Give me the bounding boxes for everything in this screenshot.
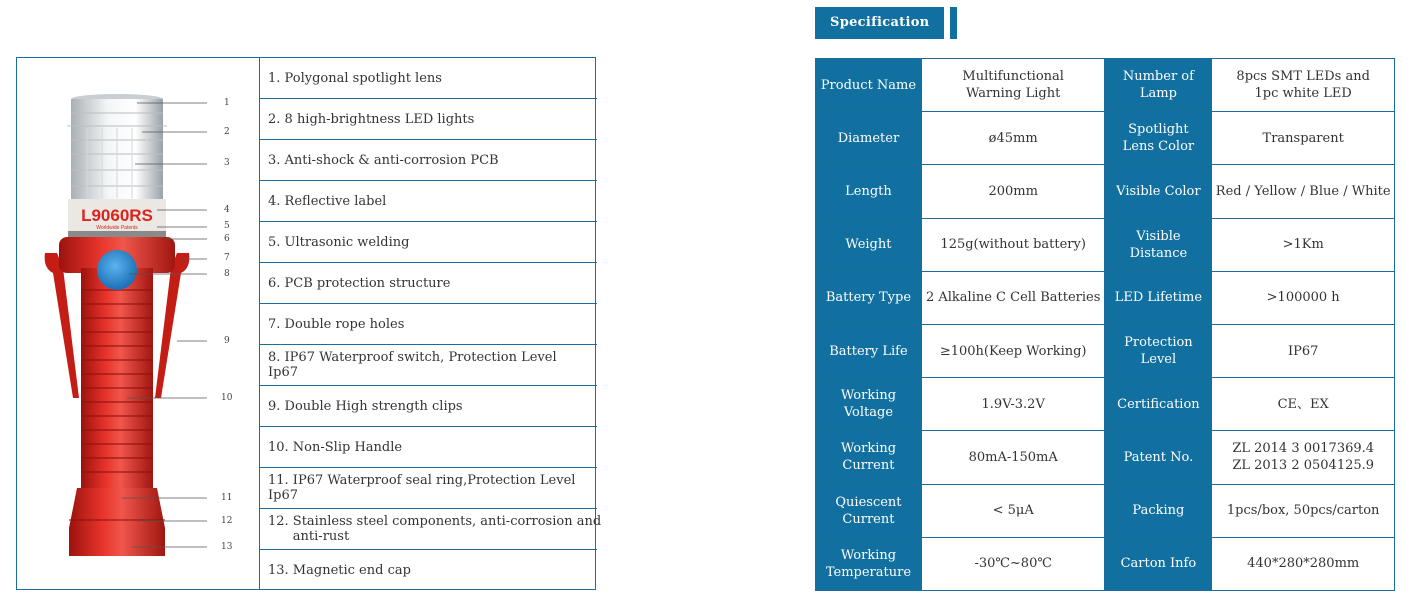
- spec-label-cell: Diameter: [816, 112, 922, 165]
- feature-item: 12. Stainless steel components, anti-corrosion and anti-rust: [260, 509, 597, 550]
- spec-value-cell: 1.9V-3.2V: [921, 378, 1105, 431]
- spec-value-cell: ≥100h(Keep Working): [921, 324, 1105, 377]
- spec-row: [816, 378, 1395, 431]
- feature-item: 5. Ultrasonic welding: [260, 222, 597, 263]
- spec-label-cell: Battery Life: [816, 324, 922, 377]
- spec-value-cell: < 5μA: [921, 484, 1105, 537]
- spec-row: [816, 165, 1395, 218]
- specification-header: [815, 7, 957, 39]
- spec-value-cell: >1Km: [1212, 218, 1395, 271]
- feature-item: 13. Magnetic end cap: [268, 563, 411, 578]
- spec-label-cell: Working Current: [816, 431, 922, 484]
- callout-number: 10: [221, 393, 233, 403]
- feature-list: [259, 58, 602, 589]
- feature-item: 7. Double rope holes: [260, 304, 597, 345]
- feature-item: 8. IP67 Waterproof switch, Protection Level Ip67: [260, 345, 597, 386]
- feature-item: 11. IP67 Waterproof seal ring,Protection Level Ip67: [260, 468, 597, 509]
- spec-label-cell: Number of Lamp: [1105, 59, 1212, 112]
- spec-label-cell: Weight: [816, 218, 922, 271]
- callout-number: 4: [224, 205, 230, 215]
- spec-row: [816, 431, 1395, 484]
- spec-value-cell: 8pcs SMT LEDs and 1pc white LED: [1212, 59, 1395, 112]
- spec-label-cell: Length: [816, 165, 922, 218]
- waterproof-switch-shape: [97, 250, 137, 290]
- spec-value-cell: 1pcs/box, 50pcs/carton: [1212, 484, 1395, 537]
- callout-number: 6: [224, 234, 230, 244]
- spec-label-cell: Carton Info: [1105, 537, 1212, 590]
- spec-value-cell: >100000 h: [1212, 271, 1395, 324]
- spec-value-cell: -30℃~80℃: [921, 537, 1105, 590]
- warning-light-illustration: [17, 58, 259, 589]
- left-clip-shape: [45, 253, 79, 398]
- spec-value-cell: 2 Alkaline C Cell Batteries: [921, 271, 1105, 324]
- spec-label-cell: Working Voltage: [816, 378, 922, 431]
- callout-number: 5: [224, 221, 230, 231]
- callout-number: 7: [224, 253, 230, 263]
- spec-value-cell: Red / Yellow / Blue / White: [1212, 165, 1395, 218]
- right-clip-shape: [155, 253, 189, 398]
- spec-label-cell: Visible Color: [1105, 165, 1212, 218]
- spec-label-cell: Battery Type: [816, 271, 922, 324]
- spec-value-cell: CE、EX: [1212, 378, 1395, 431]
- feature-item: 9. Double High strength clips: [260, 386, 597, 427]
- spec-row: [816, 271, 1395, 324]
- specification-table: [815, 58, 1395, 591]
- spec-row: [816, 537, 1395, 590]
- product-model-label: L9060RS: [81, 206, 153, 225]
- callout-number: 3: [224, 158, 230, 168]
- callout-number: 12: [221, 516, 233, 526]
- callout-number: 11: [221, 493, 233, 503]
- feature-item: 2. 8 high-brightness LED lights: [260, 99, 597, 140]
- callout-number: 13: [221, 542, 233, 552]
- spec-label-cell: Patent No.: [1105, 431, 1212, 484]
- spec-label-cell: Spotlight Lens Color: [1105, 112, 1212, 165]
- product-illustration-area: [17, 58, 259, 589]
- spec-value-cell: Transparent: [1212, 112, 1395, 165]
- spec-value-cell: 80mA-150mA: [921, 431, 1105, 484]
- spec-label-cell: Packing: [1105, 484, 1212, 537]
- feature-item: 10. Non-Slip Handle: [260, 427, 597, 468]
- spec-row: [816, 324, 1395, 377]
- feature-item: 6. PCB protection structure: [260, 263, 597, 304]
- spec-value-cell: ZL 2014 3 0017369.4 ZL 2013 2 0504125.9: [1212, 431, 1395, 484]
- spec-value-cell: 200mm: [921, 165, 1105, 218]
- feature-item: 3. Anti-shock & anti-corrosion PCB: [260, 140, 597, 181]
- feature-item: 1. Polygonal spotlight lens: [260, 58, 597, 99]
- specification-title: Specification: [815, 7, 944, 39]
- spec-value-cell: 440*280*280mm: [1212, 537, 1395, 590]
- spec-value-cell: ø45mm: [921, 112, 1105, 165]
- spec-label-cell: LED Lifetime: [1105, 271, 1212, 324]
- spec-label-cell: Quiescent Current: [816, 484, 922, 537]
- spec-label-cell: Protection Level: [1105, 324, 1212, 377]
- spec-label-cell: Product Name: [816, 59, 922, 112]
- spec-value-cell: IP67: [1212, 324, 1395, 377]
- callout-number: 9: [224, 336, 230, 346]
- spec-row: [816, 59, 1395, 112]
- spec-label-cell: Working Temperature: [816, 537, 922, 590]
- product-patent-label: Worldwide Patents: [96, 225, 138, 231]
- handle-shape: [81, 268, 153, 488]
- spec-row: [816, 484, 1395, 537]
- callout-number: 8: [224, 269, 230, 279]
- spec-label-cell: Visible Distance: [1105, 218, 1212, 271]
- spec-label-cell: Certification: [1105, 378, 1212, 431]
- spec-value-cell: 125g(without battery): [921, 218, 1105, 271]
- features-panel: [16, 57, 602, 590]
- header-accent-bar: [950, 7, 957, 39]
- spec-value-cell: Multifunctional Warning Light: [921, 59, 1105, 112]
- feature-item: 4. Reflective label: [260, 181, 597, 222]
- spec-row: [816, 112, 1395, 165]
- spec-row: [816, 218, 1395, 271]
- callout-number: 1: [224, 98, 230, 108]
- callout-number: 2: [224, 127, 230, 137]
